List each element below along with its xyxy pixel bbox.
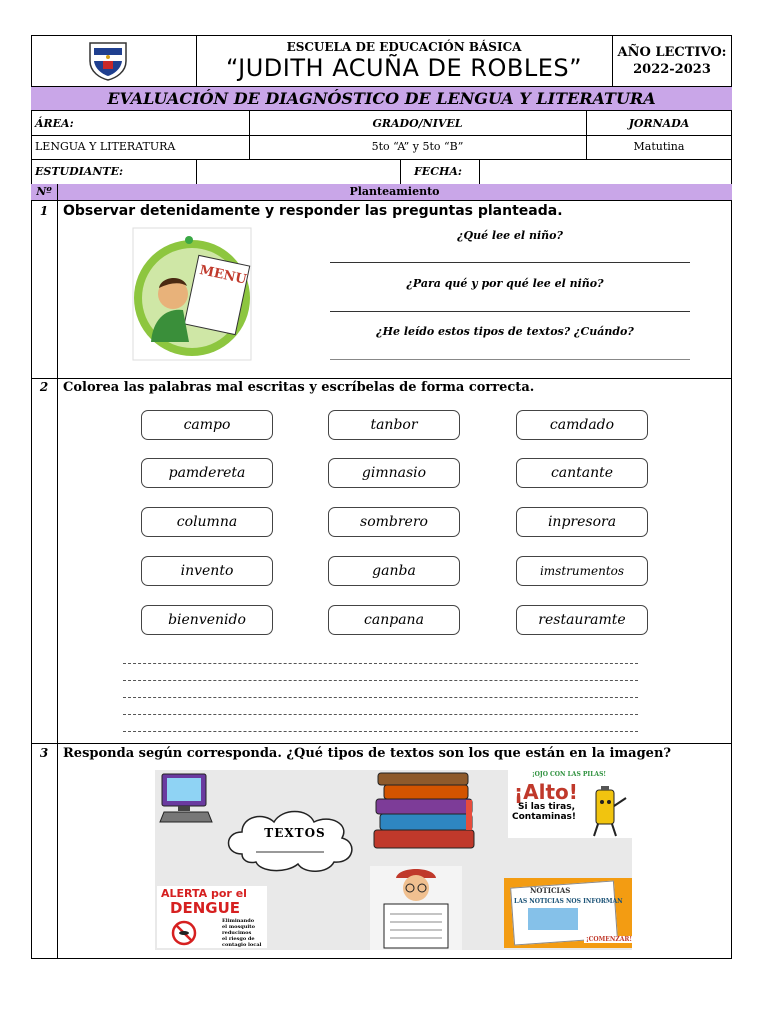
date-field[interactable]: [480, 160, 731, 183]
q1-number: 1: [39, 204, 49, 218]
q3-instruction: Responda según corresponda. ¿Qué tipos de textos son los que están en la imagen?: [63, 746, 672, 761]
battery-icon: [584, 784, 628, 838]
answer-line[interactable]: [330, 262, 690, 263]
boy-reading-newspaper-image: [370, 866, 462, 950]
divider: [31, 135, 732, 136]
plan-header: Planteamiento: [349, 185, 440, 198]
grade-value: 5to “A” y 5to “B”: [371, 140, 464, 153]
word-box[interactable]: columna: [141, 507, 273, 537]
grade-label: GRADO/NIVEL: [372, 117, 463, 130]
menu-text: MENU: [198, 263, 248, 288]
dengue-line1: ALERTA por el: [161, 887, 247, 900]
word-box[interactable]: imstrumentos: [516, 556, 648, 586]
word-box[interactable]: inpresora: [516, 507, 648, 537]
dengue-small-line: el riesgo de: [222, 936, 255, 942]
dengue-small-text: [222, 918, 261, 948]
q1-instruction: Observar detenidamente y responder las preguntas planteada.: [63, 203, 563, 219]
area-label: ÁREA:: [35, 117, 74, 130]
no-mosquito-icon: [168, 920, 200, 946]
writing-line[interactable]: [123, 697, 638, 698]
divider: [31, 378, 732, 379]
dengue-small-line: el mosquito: [222, 924, 255, 930]
word-box[interactable]: restauramte: [516, 605, 648, 635]
writing-line[interactable]: [123, 731, 638, 732]
word-box[interactable]: campo: [141, 410, 273, 440]
alto-poster-header: ¡OJO CON LAS PILAS!: [532, 771, 607, 778]
news-image: [528, 908, 578, 930]
word-box[interactable]: ganba: [328, 556, 460, 586]
school-type: ESCUELA DE EDUCACIÓN BÁSICA: [286, 40, 522, 54]
news-subtitle: LAS NOTICIAS NOS INFORMAN: [514, 898, 623, 905]
q1-question-2: ¿Para qué y por qué lee el niño?: [406, 277, 604, 290]
divider: [400, 159, 401, 184]
year-label: AÑO LECTIVO:: [617, 45, 727, 60]
q2-number: 2: [39, 380, 49, 394]
shift-label: JORNADA: [628, 117, 690, 130]
word-box[interactable]: gimnasio: [328, 458, 460, 488]
answer-line[interactable]: [330, 359, 690, 360]
school-logo: [86, 39, 130, 81]
q3-number: 3: [39, 746, 49, 760]
year-value: 2022-2023: [633, 62, 711, 77]
dengue-small-line: reducimos: [222, 930, 252, 936]
alto-poster-sub2: Contaminas!: [512, 812, 576, 822]
writing-line[interactable]: [123, 663, 638, 664]
alto-poster-sub1: Si las tiras,: [518, 802, 576, 812]
word-box[interactable]: pamdereta: [141, 458, 273, 488]
news-title: NOTICIAS: [530, 886, 571, 895]
alto-poster-title: ¡Alto!: [514, 780, 578, 804]
student-field[interactable]: [197, 160, 399, 183]
number-column-divider: [57, 184, 58, 959]
word-box[interactable]: bienvenido: [141, 605, 273, 635]
student-label: ESTUDIANTE:: [35, 165, 124, 178]
word-box[interactable]: tanbor: [328, 410, 460, 440]
shift-value: Matutina: [633, 140, 685, 153]
q1-question-3: ¿He leído estos tipos de textos? ¿Cuándo?: [376, 325, 634, 338]
news-start-button: ¡COMENZAR!: [586, 936, 632, 943]
dengue-line2: DENGUE: [170, 899, 240, 917]
date-label: FECHA:: [414, 165, 462, 178]
divider: [612, 35, 613, 86]
writing-line[interactable]: [123, 714, 638, 715]
textos-label: TEXTOS: [264, 826, 326, 840]
q2-instruction: Colorea las palabras mal escritas y escríbelas de forma correcta.: [63, 380, 535, 395]
word-box[interactable]: canpana: [328, 605, 460, 635]
divider: [31, 743, 732, 744]
word-box[interactable]: sombrero: [328, 507, 460, 537]
dengue-small-line: contagio local: [222, 942, 262, 948]
books-icon: [370, 770, 490, 855]
word-box[interactable]: cantante: [516, 458, 648, 488]
q1-question-1: ¿Qué lee el niño?: [457, 229, 563, 242]
number-header: Nº: [36, 185, 52, 198]
answer-line[interactable]: [330, 311, 690, 312]
word-box[interactable]: invento: [141, 556, 273, 586]
evaluation-title: EVALUACIÓN DE DIAGNÓSTICO DE LENGUA Y LITERATURA: [107, 89, 656, 108]
school-name: “JUDITH ACUÑA DE ROBLES”: [225, 54, 583, 82]
writing-line[interactable]: [123, 680, 638, 681]
dengue-small-line: Eliminando: [222, 918, 255, 924]
pushpin-icon: [185, 236, 193, 244]
textos-cloud: [220, 806, 360, 876]
boy-reading-menu-image: [131, 222, 253, 362]
word-box[interactable]: camdado: [516, 410, 648, 440]
area-value: LENGUA Y LITERATURA: [35, 140, 176, 153]
computer-icon: [156, 772, 216, 824]
